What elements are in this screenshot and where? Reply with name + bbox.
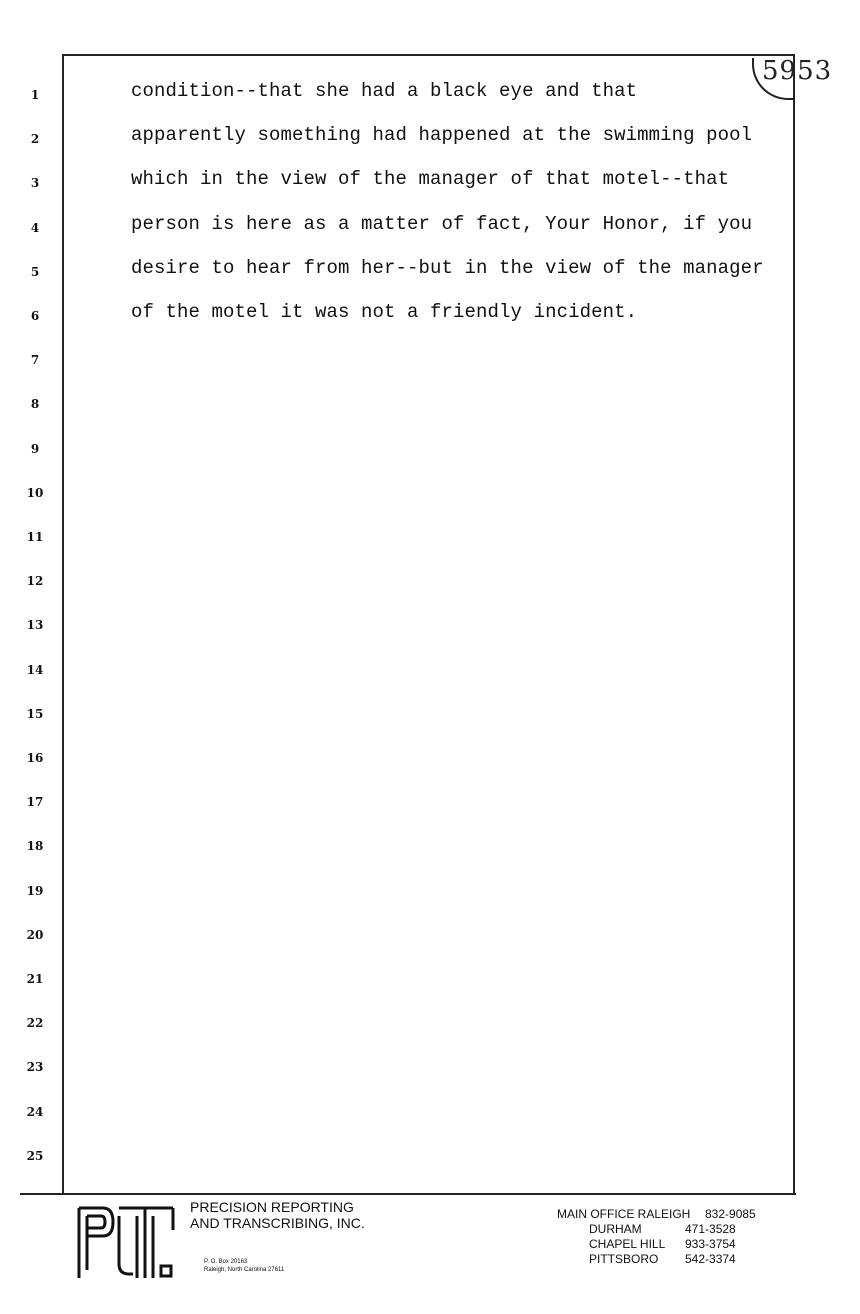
line-number: 14 <box>26 662 44 677</box>
office-row <box>589 1252 756 1267</box>
line-number: 25 <box>26 1148 44 1163</box>
line-number: 7 <box>30 353 40 368</box>
office-row <box>589 1237 756 1252</box>
office-phone: 933-3754 <box>685 1237 736 1251</box>
line-number: 8 <box>30 397 40 412</box>
line-number: 4 <box>30 220 40 235</box>
office-row <box>589 1222 756 1237</box>
line-number: 1 <box>30 88 40 102</box>
company-name-line-1: PRECISION REPORTING <box>190 1199 354 1215</box>
line-number: 17 <box>26 795 44 810</box>
line-number: 5 <box>30 264 40 279</box>
office-list <box>557 1207 756 1267</box>
transcript-line: which in the view of the manager of that motel--that <box>131 168 730 191</box>
office-city: DURHAM <box>589 1222 642 1236</box>
line-number: 13 <box>26 618 44 633</box>
bottom-rule <box>20 1193 796 1195</box>
line-number: 21 <box>26 972 44 986</box>
company-address <box>204 1258 284 1274</box>
line-number: 3 <box>30 176 40 191</box>
line-number: 23 <box>26 1060 44 1075</box>
page-number: 5953 <box>762 56 833 86</box>
line-number: 18 <box>26 839 44 854</box>
left-margin-rule <box>62 54 64 1194</box>
office-city: PITTSBORO <box>589 1252 659 1266</box>
line-number: 2 <box>30 132 40 147</box>
line-number: 19 <box>26 883 44 898</box>
line-number: 11 <box>26 530 44 544</box>
office-row <box>557 1207 756 1222</box>
office-phone: 542-3374 <box>685 1252 736 1266</box>
line-number: 12 <box>26 574 44 589</box>
company-logo <box>73 1200 185 1282</box>
line-number: 24 <box>26 1104 44 1119</box>
office-phone: 832-9085 <box>705 1207 756 1221</box>
office-city: CHAPEL HILL <box>589 1237 666 1251</box>
company-name <box>190 1199 365 1231</box>
line-number: 6 <box>30 309 40 323</box>
line-number: 20 <box>26 927 44 942</box>
transcript-line: apparently something had happened at the swimming pool <box>131 124 753 147</box>
address-line-1: P. O. Box 20163 <box>204 1259 248 1265</box>
address-line-2: Raleigh, North Carolina 27611 <box>204 1267 285 1273</box>
transcript-line: desire to hear from her--but in the view of the manager <box>131 256 764 279</box>
line-number: 22 <box>26 1016 44 1031</box>
company-name-line-2: AND TRANSCRIBING, INC. <box>190 1215 365 1231</box>
line-number: 15 <box>26 706 44 721</box>
office-city: MAIN OFFICE RALEIGH <box>557 1207 691 1221</box>
transcript-line: condition--that she had a black eye and that <box>131 80 638 102</box>
line-number: 16 <box>26 751 44 765</box>
transcript-line: of the motel it was not a friendly incident. <box>131 301 638 323</box>
office-phone: 471-3528 <box>685 1222 736 1236</box>
line-number: 10 <box>26 485 44 500</box>
transcript-line: person is here as a matter of fact, Your Honor, if you <box>131 212 753 235</box>
line-number: 9 <box>30 441 40 456</box>
